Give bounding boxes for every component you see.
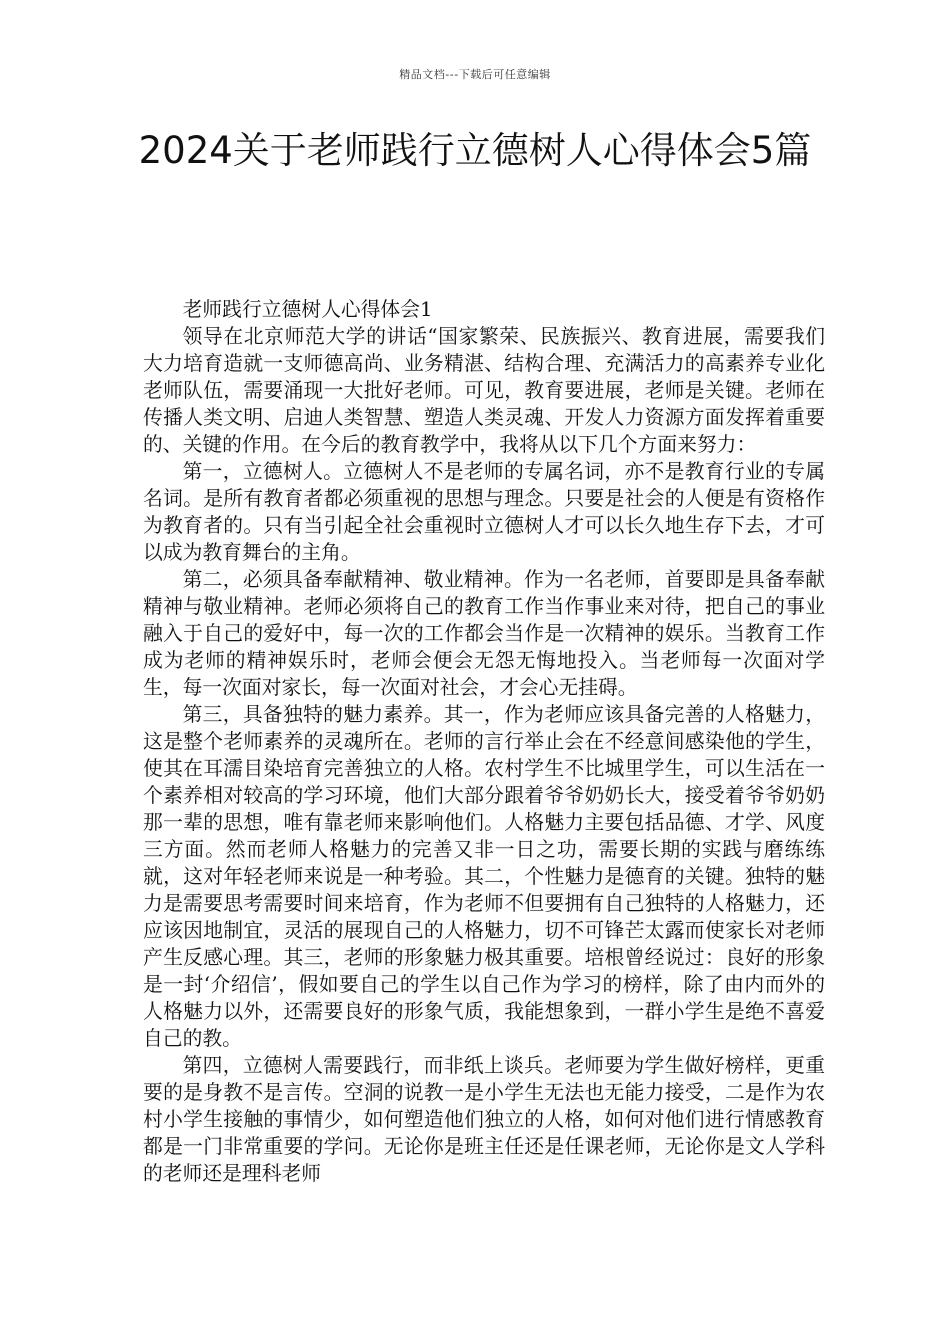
section-heading: 老师践行立德树人心得体会1 [182,298,433,321]
body-paragraph: 第三，具备独特的魅力素养。其一，作为老师应该具备完善的人格魅力，这是整个老师素养的灵魂所在。老师的言行举止会在不经意间感染他的学生，使其在耳濡目染培育完善独立的人格。农村学生不比城里学生，可以生活在一个素养相对较高的学习环境，他们大部分跟着爷爷奶奶长大，接受着爷爷奶奶那一辈的思想，唯有靠老师来影响他们。人格魅力主要包括品德、才学、风度三方面。然而老师人格魅力的完善又非一日之功，需要长期的实践与磨练练就，这对年轻老师来说是一种考验。其二，个性魅力是德育的关键。独特的魅力是需要思考需要时间来培育，作为老师不但要拥有自己独特的人格魅力，还应该因地制宜，灵活的展现自己的人格魅力，切不可锋芒太露而使家长对老师产生反感心理。其三，老师的形象魅力极其重要。培根曾经说过：良好的形象是一封‘介绍信’，假如要自己的学生以自己作为学习的榜样，除了由内而外的人格魅力以外，还需要良好的形象气质，我能想象到，一群小学生是绝不喜爱自己的教。 [143,703,825,1050]
body-paragraph: 第四，立德树人需要践行，而非纸上谈兵。老师要为学生做好榜样，更重要的是身教不是言传。空洞的说教一是小学生无法也无能力接受，二是作为农村小学生接触的事情少，如何塑造他们独立的人格，如何对他们进行情感教育都是一门非常重要的学问。无论你是班主任还是任课老师，无论你是文人学科的老师还是理科老师 [143,1054,825,1185]
body-paragraph: 领导在北京师范大学的讲话“国家繁荣、民族振兴、教育进展，需要我们大力培育造就一支师德高尚、业务精湛、结构合理、充满活力的高素养专业化老师队伍，需要涌现一大批好老师。可见，教育要进展，老师是关键。老师在传播人类文明、启迪人类智慧、塑造人类灵魂、开发人力资源方面发挥着重要的、关键的作用。在今后的教育教学中，我将从以下几个方面来努力： [143,325,825,456]
body-paragraph: 第二，必须具备奉献精神、敬业精神。作为一名老师，首要即是具备奉献精神与敬业精神。老师必须将自己的教育工作当作事业来对待，把自己的事业融入于自己的爱好中，每一次的工作都会当作是一次精神的娱乐。当教育工作成为老师的精神娱乐时，老师会便会无怨无悔地投入。当老师每一次面对学生，每一次面对家长，每一次面对社会，才会心无挂碍。 [143,568,825,699]
header-note: 精品文档---下载后可任意编辑 [399,68,551,81]
document-body [143,296,825,1187]
document-title: 2024关于老师践行立德树人心得体会5篇 [138,129,812,172]
body-paragraph: 第一，立德树人。立德树人不是老师的专属名词，亦不是教育行业的专属名词。是所有教育者都必须重视的思想与理念。只要是社会的人便是有资格作为教育者的。只有当引起全社会重视时立德树人才可以长久地生存下去，才可以成为教育舞台的主角。 [143,460,825,564]
